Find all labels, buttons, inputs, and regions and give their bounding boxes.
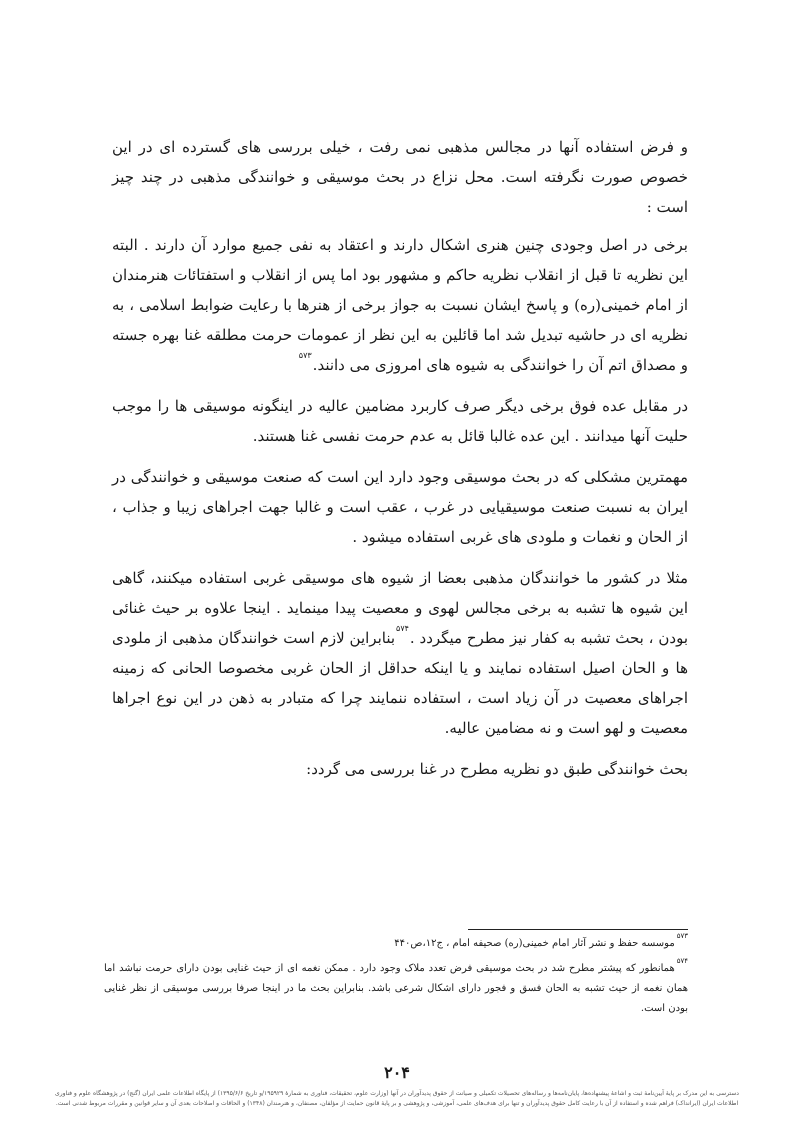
footnote-ref-573[interactable]: ۵۷۳ — [298, 351, 312, 360]
copyright-notice-line-1: دسترسی به این مدرک بر پایهٔ آیین‌نامهٔ ثبت و اشاعهٔ پیشنهاده‌ها، پایان‌نامه‌ها و رساله‌های تحصیلات تکمیلی و صیانت از حقوق پدیدآوران در آنها (وزارت علوم، تحقیقات، فناوری به شمارهٔ ۱۹۵۹۲۹/و تاریخ ۱۳۹۵/۶/۶) از پایگاه اطلاعات علمی ایران (گنج) در پژوهشگاه علوم و فناوری — [55, 1090, 739, 1097]
paragraph-5-text-b: بنابراین لازم است خوانندگان مذهبی از ملودی ها و الحان اصیل استفاده نمایند و یا اینکه حداقل از الحان غربی مخصوصا الحانی که زمینه اجراهای معصیت در آن زیاد است ، استفاده ننمایند چرا که متبادر به ذهن در این نوع اجراها معصیت و لهو است و نه مضامین عالیه. — [112, 629, 688, 737]
paragraph-2 — [112, 230, 688, 380]
page-number: ۲۰۴ — [384, 1063, 410, 1082]
copyright-notice — [6, 1089, 788, 1109]
footnote-text: همانطور که پیشتر مطرح شد در بحث موسیقی فرض تعدد ملاک وجود دارد . ممکن نغمه ای از حیث غنایی بودن دارای حرمت نباشد اما همان نغمه از حیث تشبه به الحان فسق و فجور دارای اشکال شرعی باشد. بنابراین بحث ما در اینجا صرفا بررسی موسیقی از نظر غنایی بودن است. — [104, 963, 688, 1014]
paragraph-1: و فرض استفاده آنها در مجالس مذهبی نمی رفت ، خیلی بررسی های گسترده ای در این خصوص صورت نگرفته است. محل نزاع در بحث موسیقی و خوانندگی مذهبی در چند چیز است : — [112, 138, 688, 216]
footnote-number: ۵۷۳ — [676, 931, 688, 940]
footnote-573 — [104, 931, 688, 954]
footnote-divider — [468, 929, 688, 930]
paragraph-2-text: برخی در اصل وجودی چنین هنری اشکال دارند و اعتقاد به نفی جمیع موارد آن دارند . البته این نظریه تا قبل از انقلاب نظریه حاکم و مشهور بود اما پس از انقلاب و استفتائات هنرمندان از امام خمینی(ره) و پاسخ ایشان نسبت به جواز برخی از هنرها با رعایت ضوابط اسلامی ، به نظریه ای در حاشیه تبدیل شد اما قائلین به این نظر از عمومات حرمت مطلقه غنا بهره جسته و مصداق اتم آن را خوانندگی به شیوه های امروزی می دانند. — [112, 236, 688, 374]
footnote-number: ۵۷۴ — [676, 956, 688, 965]
body-text — [112, 132, 688, 795]
footnote-ref-574[interactable]: ۵۷۴ — [396, 624, 409, 633]
paragraph-5 — [112, 563, 688, 743]
paragraph-4: مهمترین مشکلی که در بحث موسیقی وجود دارد این است که صنعت موسیقی و خوانندگی در ایران به نسبت صنعت موسیقیایی در غرب ، عقب است و غالبا جهت اجراهای زیبا و جذاب ، از الحان و نغمات و ملودی های غربی استفاده میشود . — [112, 468, 688, 546]
copyright-notice-line-2: اطلاعات ایران (ایرانداک) فراهم شده و استفاده از آن با رعایت کامل حقوق پدیدآوران و تنها برای هدف‌های علمی، آموزشی، و پژوهشی و بر پایهٔ قانون حمایت از مؤلفان، مصنفان، و هنرمندان (۱۳۴۸) و الحاقات و اصلاحات بعدی آن و سایر قوانین و مقررات مربوط شدنی است. — [55, 1100, 739, 1107]
footnote-text: موسسه حفظ و نشر آثار امام خمینی(ره) صحیفه امام ، ج۱۲،ص۴۴۰ — [394, 938, 675, 949]
paragraph-5-text-a: مثلا در کشور ما خوانندگان مذهبی بعضا از شیوه های موسیقی غربی استفاده میکنند، گاهی این شیوه ها تشبه به برخی مجالس لهوی و معصیت پیدا مینماید . اینجا علاوه بر حیث غنائی بودن ، بحث تشبه به کفار نیز مطرح میگردد . — [112, 569, 688, 647]
footnote-574 — [104, 956, 688, 1019]
footnotes — [104, 931, 688, 1024]
paragraph-3: در مقابل عده فوق برخی دیگر صرف کاربرد مضامین عالیه در اینگونه موسیقی ها را موجب حلیت آنها میدانند . این عده غالبا قائل به عدم حرمت نفسی غنا هستند. — [112, 397, 688, 445]
paragraph-6: بحث خوانندگی طبق دو نظریه مطرح در غنا بررسی می گردد: — [306, 760, 688, 778]
